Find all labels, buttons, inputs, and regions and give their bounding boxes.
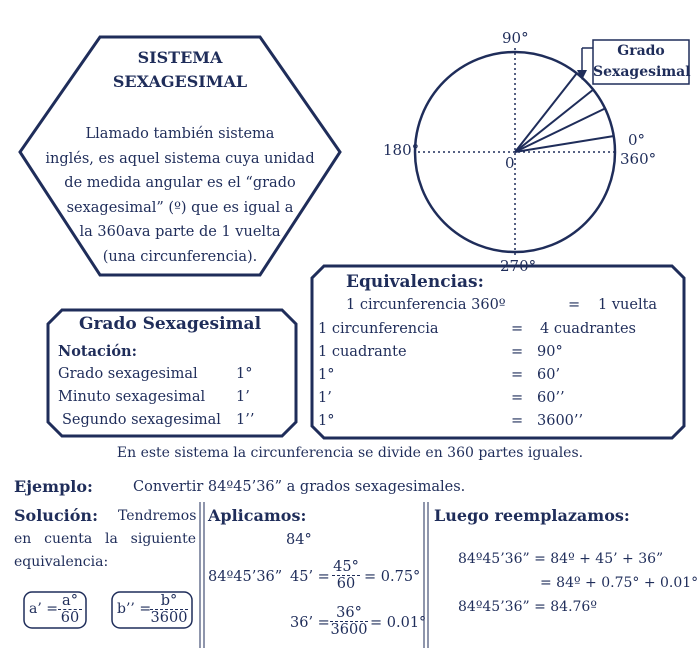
callout-line1: Grado: [617, 43, 665, 59]
label-270: 270°: [500, 257, 537, 275]
eq-right: 90°: [537, 344, 563, 360]
sector-rays: [515, 73, 614, 152]
aplicamos-f1-right: = 0.75°: [364, 569, 421, 585]
ejemplo-label: Ejemplo:: [14, 477, 93, 496]
aplicamos-f2-right: = 0.01°: [370, 615, 427, 631]
eq-left: 1°: [318, 413, 335, 429]
ejemplo-text: Convertir 84º45’36” a grados sexagesimales.: [133, 479, 466, 495]
formula2-fraction: [150, 593, 188, 626]
label-90: 90°: [502, 29, 529, 47]
luego-line1: 84º45’36” = 84º + 45’ + 36”: [458, 551, 664, 567]
aplicamos-f2-fraction: [330, 605, 368, 638]
grado-row-symbol: 1’’: [236, 412, 255, 428]
eq-left: 1 cuadrante: [318, 344, 407, 360]
formula2-num: b°: [160, 593, 178, 609]
formula1-num: a°: [62, 593, 78, 609]
eq-left: 1 circunferencia: [318, 321, 439, 337]
hexagon-line: de medida angular es el “grado: [64, 175, 296, 191]
hexagon-line: la 360ava parte de 1 vuelta: [79, 224, 281, 240]
hexagon-description: [40, 122, 320, 269]
hexagon-title-line2: SEXAGESIMAL: [112, 72, 248, 91]
eq-sign: =: [511, 390, 524, 406]
eq-first-sign: =: [568, 297, 581, 313]
solucion-line3: equivalencia:: [14, 554, 109, 570]
eq-first-right: 1 vuelta: [598, 297, 658, 313]
solucion-line1: Tendremos: [118, 508, 197, 524]
eq-left: 1°: [318, 367, 335, 383]
formula2-left: b’’ =: [117, 601, 152, 617]
formula1-fraction: [58, 593, 82, 626]
eq-right: 60’: [537, 367, 561, 383]
hexagon-line: Llamado también sistema: [85, 126, 275, 142]
aplicamos-f1-left: 45’ =: [290, 569, 330, 585]
grado-row-symbol: 1°: [236, 366, 253, 382]
luego-label: Luego reemplazamos:: [434, 506, 630, 525]
aplicamos-label: Aplicamos:: [208, 506, 307, 525]
solucion-label: Solución:: [14, 506, 98, 525]
grado-row-name: Minuto sexagesimal: [58, 389, 206, 405]
solucion-line2: en cuenta la siguiente: [14, 531, 196, 547]
hexagon-title: [80, 46, 280, 94]
hexagon-title-line1: SISTEMA: [137, 48, 223, 67]
hexagon-line: (una circunferencia).: [102, 248, 258, 265]
eq-right: 3600’’: [537, 413, 584, 429]
aplicamos-f2-left: 36’ =: [290, 615, 330, 631]
aplicamos-f1-fraction: [332, 559, 360, 592]
luego-line3: 84º45’36” = 84.76º: [458, 599, 597, 615]
eq-sign: =: [511, 413, 524, 429]
grado-row-name: Grado sexagesimal: [58, 366, 198, 382]
eq-sign: =: [511, 367, 524, 383]
formula2-den: 3600: [150, 610, 188, 626]
eq-sign: =: [511, 344, 524, 360]
eq-right: 60’’: [537, 390, 565, 406]
eq-sign: =: [511, 321, 524, 337]
hexagon-line: sexagesimal” (º) que es igual a: [66, 199, 294, 216]
hexagon-line: inglés, es aquel sistema cuya unidad: [45, 150, 315, 167]
aplicamos-f2-num: 36°: [336, 605, 362, 621]
formula1-left: a’ =: [29, 601, 58, 617]
aplicamos-lhs: 84º45’36”: [208, 569, 283, 585]
aplicamos-84: 84°: [286, 532, 312, 548]
aplicamos-f1-num: 45°: [333, 559, 359, 575]
aplicamos-f1-den: 60: [332, 575, 360, 592]
formula1-den: 60: [58, 609, 82, 626]
grado-box-title: Grado Sexagesimal: [78, 314, 262, 334]
grado-row-symbol: 1’: [236, 389, 250, 405]
callout-line2: Sexagesimal: [593, 64, 691, 80]
luego-line2: = 84º + 0.75° + 0.01°: [540, 575, 699, 591]
label-180: 180°: [383, 141, 420, 159]
eq-first-left: 1 circunferencia 360º: [346, 297, 506, 313]
label-360: 360°: [620, 150, 657, 168]
equivalencias-title: Equivalencias:: [346, 272, 484, 292]
notation-label: Notación:: [58, 343, 137, 360]
grado-row-name: Segundo sexagesimal: [62, 412, 221, 428]
label-0: 0°: [628, 131, 646, 149]
callout-text: [593, 41, 689, 83]
label-center: 0: [505, 154, 515, 172]
aplicamos-f2-den: 3600: [330, 622, 368, 638]
note-text: En este sistema la circunferencia se divide en 360 partes iguales.: [116, 445, 584, 461]
eq-right: 4 cuadrantes: [540, 321, 636, 337]
eq-left: 1’: [318, 390, 332, 406]
